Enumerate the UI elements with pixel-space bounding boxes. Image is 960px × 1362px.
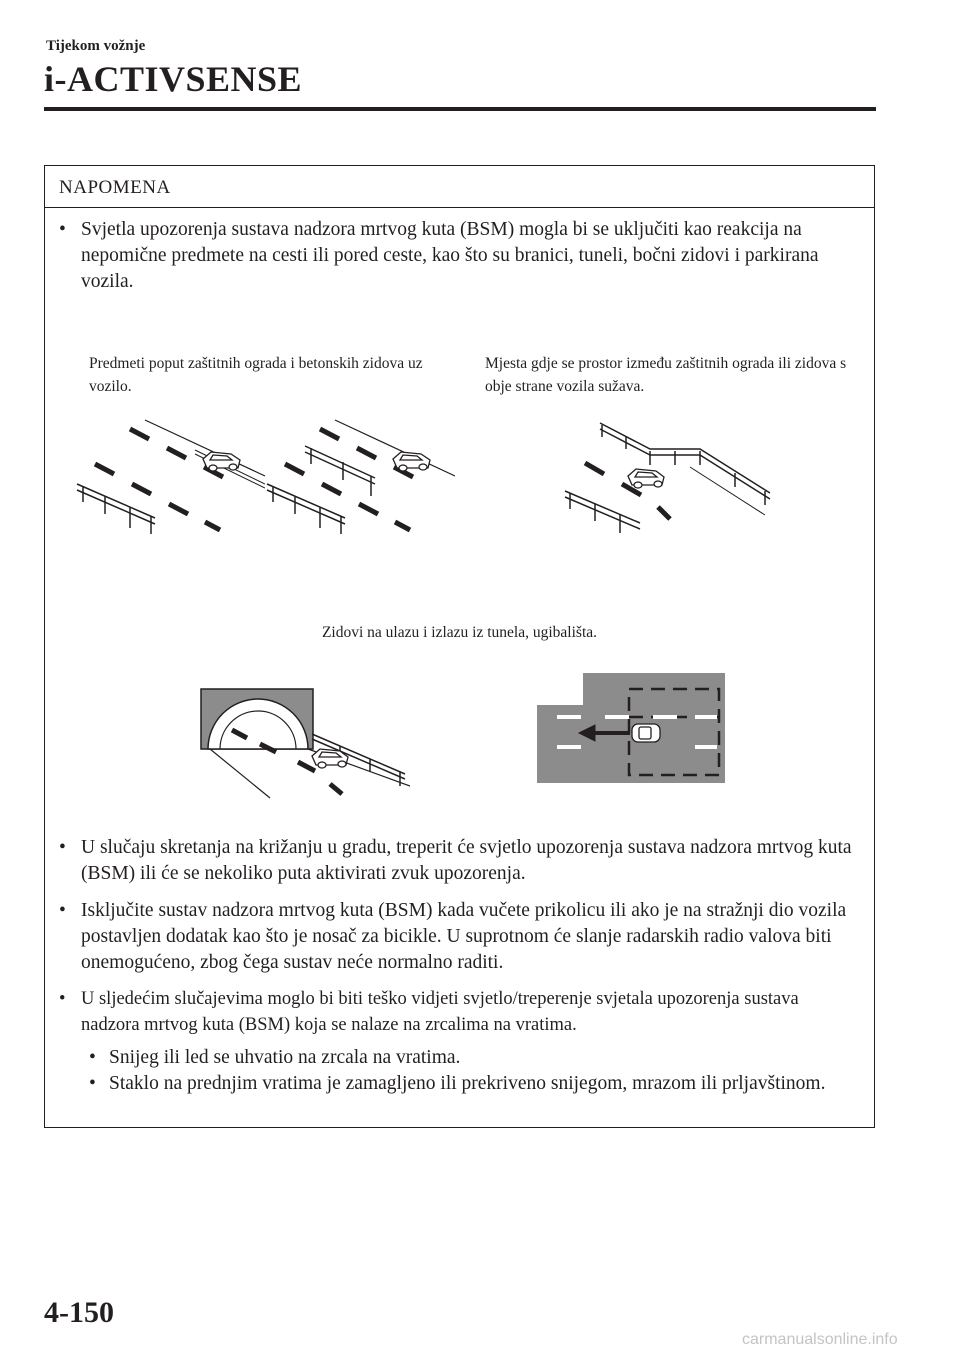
bullet-marker: • xyxy=(59,900,66,921)
bullet-marker: • xyxy=(59,989,66,1009)
sub-item-text: Snijeg ili led se uhvatio na zrcala na vratima. xyxy=(109,1047,461,1068)
figure-layby xyxy=(535,671,725,783)
page-number: 4-150 xyxy=(44,1296,114,1329)
caption-narrowing: Mjesta gdje se prostor između zaštitnih ograda ili zidova s obje strane vozila sužava. xyxy=(485,355,847,395)
sub-item xyxy=(89,1071,849,1097)
note-header xyxy=(45,166,874,208)
caption-guardrails: Predmeti poput zaštitnih ograda i betonskih zidova uz vozilo. xyxy=(89,355,423,395)
sub-item-text: Staklo na prednjim vratima je zamagljeno ili prekriveno snijegom, mrazom ili prljavštinom. xyxy=(109,1073,826,1094)
note-bullet-4 xyxy=(59,986,859,1038)
sub-bullet-marker: • xyxy=(89,1047,96,1068)
bullet-marker: • xyxy=(59,837,66,858)
watermark: carmanualsonline.info xyxy=(742,1331,898,1348)
note-bullet-2-text: U slučaju skretanja na križanju u gradu, treperit će svjetlo upozorenja sustava nadzora mrtvog kuta (BSM) ili će se nekoliko puta aktivirati zvuk upozorenja. xyxy=(81,837,852,884)
sub-bullet-marker: • xyxy=(89,1073,96,1094)
bullet-marker: • xyxy=(59,219,66,240)
chapter-title: i-ACTIVSENSE xyxy=(44,59,303,99)
note-bullet-3 xyxy=(59,898,859,976)
figure-guardrail-road xyxy=(75,406,265,536)
caption-tunnel: Zidovi na ulazu i izlazu iz tunela, ugibališta. xyxy=(321,624,598,641)
note-bullet-1-text: Svjetla upozorenja sustava nadzora mrtvog kuta (BSM) mogla bi se uključiti kao reakcija na nepomične predmete na cesti ili pored ceste, kao što su branici, tuneli, bočni zidovi i parkirana vozila. xyxy=(81,219,819,292)
note-heading: NAPOMENA xyxy=(59,177,171,198)
note-bullet-4-text: U sljedećim slučajevima moglo bi biti teško vidjeti svjetlo/treperenje svjetala upozorenja sustava nadzora mrtvog kuta (BSM) koja se nalaze na zrcalima na vratima. xyxy=(81,989,799,1035)
sub-item xyxy=(89,1045,849,1071)
note-box xyxy=(44,165,875,1128)
note-bullet-2 xyxy=(59,835,859,887)
header-rule xyxy=(44,107,876,111)
note-bullet-3-text: Isključite sustav nadzora mrtvog kuta (BSM) kada vučete prikolicu ili ako je na stražnji dio vozila postavljen dodatak kao što je nosač za bicikle. U suprotnom će slanje radarskih radio valova biti onemogućeno, zbog čega sustav neće normalno raditi. xyxy=(81,900,847,973)
figure-narrowing-road xyxy=(560,411,775,536)
figure-barrier-road xyxy=(265,406,455,536)
figure-tunnel xyxy=(200,686,410,801)
note-bullet-1 xyxy=(59,217,859,295)
section-label: Tijekom vožnje xyxy=(46,38,146,54)
